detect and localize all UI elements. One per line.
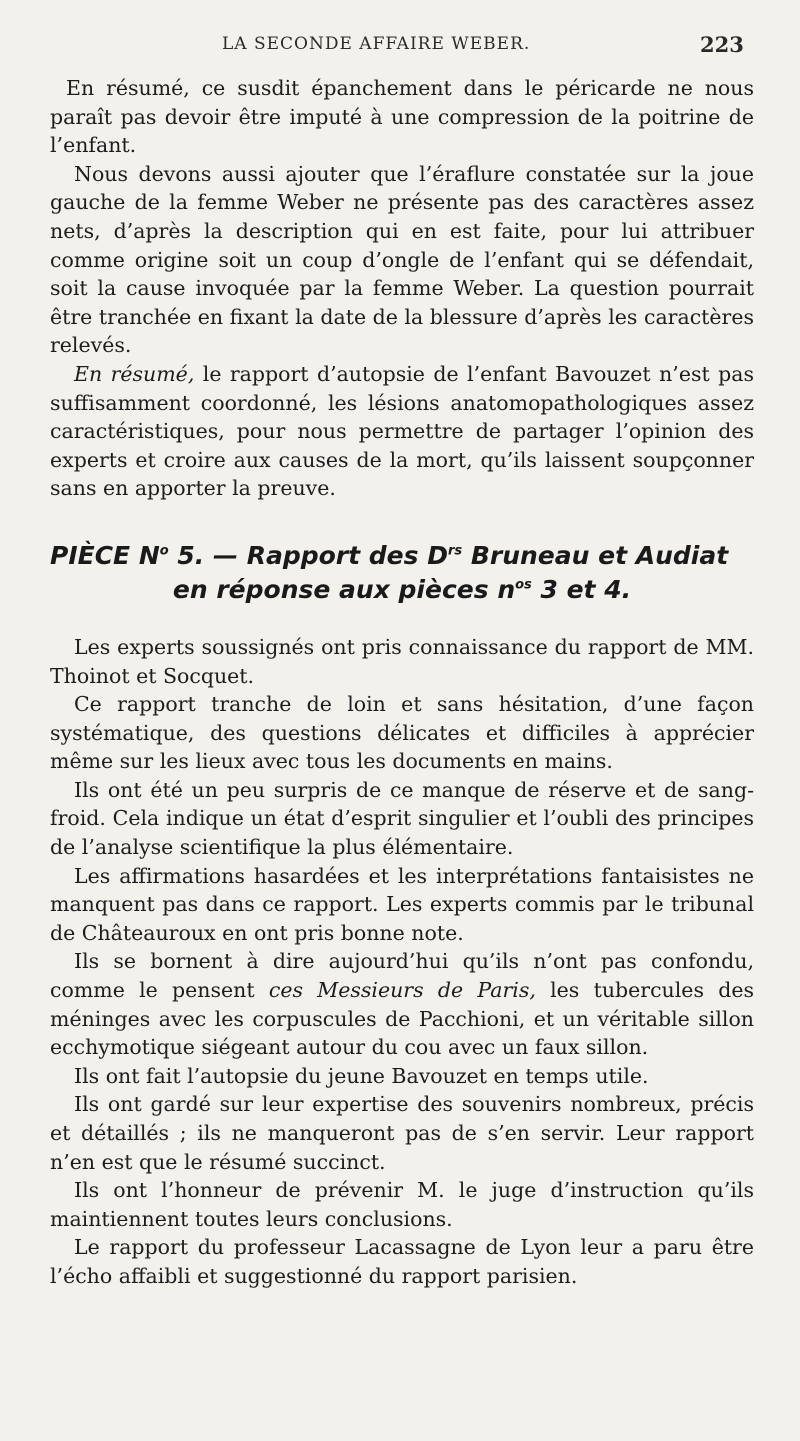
paragraph bbox=[50, 360, 754, 503]
paragraph: Ils ont été un peu surpris de ce manque de réserve et de sang-froid. Cela indique un état d’esprit singulier et l’oubli des principes de l’analyse scientifique la plus élémentaire. bbox=[50, 777, 754, 860]
heading-superscript: rs bbox=[447, 543, 463, 559]
paragraph bbox=[50, 947, 754, 1061]
heading-text: 5. — Rapport des D bbox=[168, 540, 448, 570]
heading-text: en réponse aux pièces n bbox=[172, 574, 516, 604]
heading-text: Bruneau et Audiat bbox=[462, 540, 729, 570]
paragraph: Nous devons aussi ajouter que l’éraflure constatée sur la joue gauche de la femme Weber ne présente pas des caractères assez nets, d’après la description qui en est faite, pour lui attribuer comme origine soit un coup d’ongle de l’enfant qui se défendait, soit la cause invoquée par la femme Weber. La question pourrait être tranchée en fixant la date de la blessure d’après les caractères relevés. bbox=[50, 161, 754, 358]
paragraph: Les affirmations hasardées et les interprétations fantaisistes ne manquent pas dans ce rapport. Les experts commis par le tribunal de Châteauroux en ont pris bonne note. bbox=[50, 863, 754, 945]
paragraph: Ils ont fait l’autopsie du jeune Bavouzet en temps utile. bbox=[74, 1063, 649, 1088]
page-body bbox=[50, 74, 754, 1291]
section-heading bbox=[50, 539, 754, 607]
heading-line-2 bbox=[50, 573, 754, 607]
paragraph-text: Ils se bornent à dire aujourd’hui qu’ils n’ont pas confondu, comme le pensent bbox=[50, 949, 754, 1003]
running-title: LA SECONDE AFFAIRE WEBER. bbox=[222, 34, 531, 54]
italic-phrase: En résumé, bbox=[74, 361, 195, 386]
paragraph: Ils ont l’honneur de prévenir M. le juge d’instruction qu’ils maintiennent toutes leurs conclusions. bbox=[50, 1178, 754, 1231]
paragraph: Les experts soussignés ont pris connaissance du rapport de MM. Thoinot et Socquet. bbox=[50, 634, 754, 688]
italic-phrase: ces Messieurs de Paris, bbox=[268, 978, 536, 1003]
paragraph: Ils ont gardé sur leur expertise des souvenirs nombreux, précis et détaillés ; ils ne manqueront pas de s’en servir. Leur rapport n’en est que le résumé succinct. bbox=[50, 1092, 754, 1174]
paragraph: Le rapport du professeur Lacassagne de Lyon leur a paru être l’écho affaibli et suggestionné du rapport parisien. bbox=[50, 1235, 754, 1288]
paragraph: En résumé, ce susdit épanchement dans le péricarde ne nous paraît pas devoir être imputé à une compression de la poitrine de l’enfant. bbox=[50, 76, 754, 158]
page-number: 223 bbox=[700, 32, 744, 57]
heading-superscript: os bbox=[515, 577, 532, 593]
heading-superscript: o bbox=[159, 543, 169, 559]
heading-text: PIÈCE N bbox=[50, 540, 160, 570]
heading-line-1 bbox=[50, 539, 754, 573]
paragraph-text: le rapport d’autopsie de l’enfant Bavouzet n’est pas suffisamment coordonné, les lésions anatomopathologiques assez caractéristiques, pour nous permettre de partager l’opinion des experts et croire aux causes de la mort, qu’ils laissent soupçonner sans en apporter la preuve. bbox=[50, 361, 754, 501]
paragraph-text: les tubercules des méninges avec les corpuscules de Pacchioni, et un véritable sillon ecchymotique siégeant autour du cou avec un faux sillon. bbox=[50, 978, 754, 1060]
page-header bbox=[0, 34, 800, 64]
paragraph: Ce rapport tranche de loin et sans hésitation, d’une façon systématique, des questions délicates et difficiles à apprécier même sur les lieux avec tous les documents en mains. bbox=[50, 692, 754, 774]
heading-text: 3 et 4. bbox=[531, 574, 632, 604]
